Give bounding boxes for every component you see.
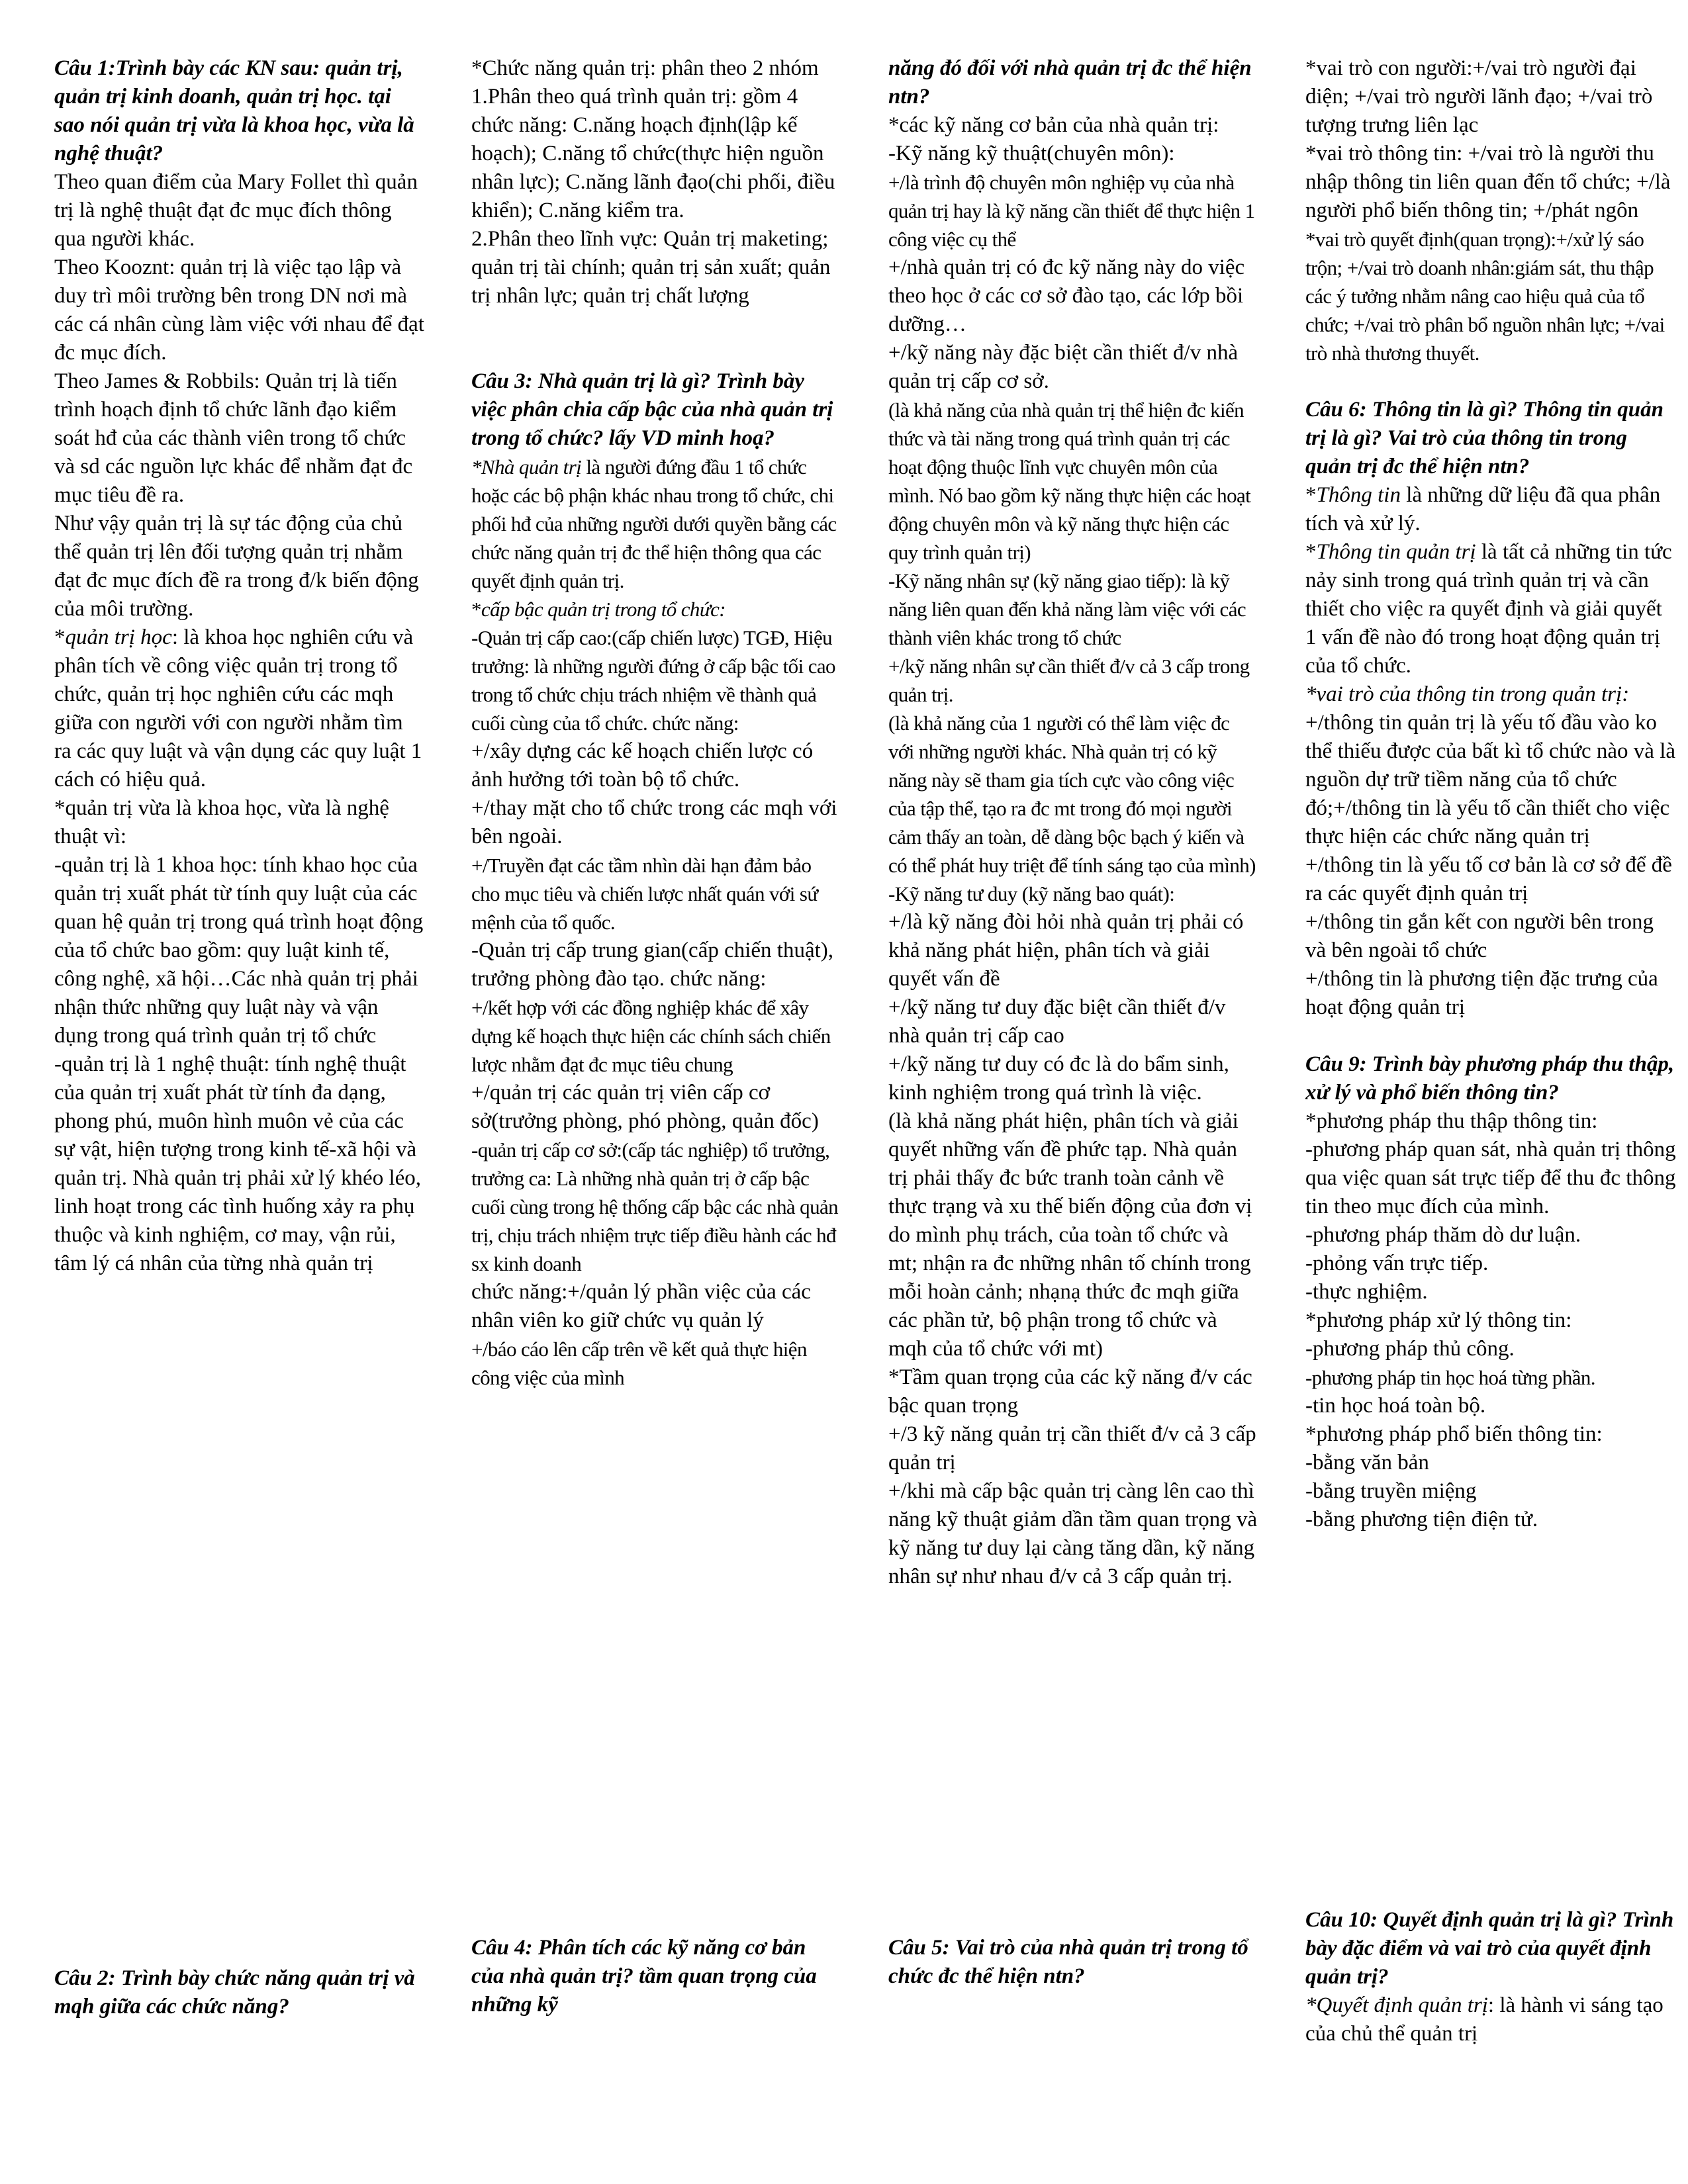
paragraph: *Tầm quan trọng của các kỹ năng đ/v các bậc quan trọng	[888, 1365, 1252, 1418]
paragraph: *vai trò con người:+/vai trò người đại diện; +/vai trò người lãnh đạo; +/vai trò tượng trưng liên lạc	[1305, 56, 1653, 137]
paragraph: -phỏng vấn trực tiếp.	[1305, 1251, 1489, 1275]
paragraph: +/3 kỹ năng quản trị cần thiết đ/v cả 3 cấp quản trị	[888, 1422, 1256, 1475]
paragraph: +/quản trị các quản trị viên cấp cơ sở(trưởng phòng, phó phòng, quản đốc)	[471, 1081, 819, 1133]
spacer	[1305, 1022, 1676, 1050]
paragraph: Theo Kooznt: quản trị là việc tạo lập và duy trì môi trường bên trong DN nơi mà các cá nhân cùng làm việc với nhau để đạt đc mục đích.	[54, 255, 424, 365]
bullet-prefix: *	[1305, 540, 1317, 564]
column-1	[54, 54, 425, 2132]
question-1-heading: Câu 1:Trình bày các KN sau: quản trị, quản trị kinh doanh, quản trị học. tại sao nói quản trị vừa là khoa học, vừa là nghệ thuật?	[54, 56, 414, 165]
question-9-heading: Câu 9: Trình bày phương pháp thu thập, xử lý và phổ biến thông tin?	[1305, 1052, 1675, 1105]
bullet-prefix: *	[54, 625, 66, 649]
paragraph: chức năng:+/quản lý phần việc của các nhân viên ko giữ chức vụ quản lý	[471, 1280, 811, 1332]
term: Thông tin quản trị	[1316, 540, 1476, 564]
paragraph: -quản trị cấp cơ sở:(cấp tác nghiệp) tổ trưởng, trưởng ca: Là những nhà quản trị ở cấp bậc cuối cùng trong hệ thống cấp bậc các nhà quản trị, chịu trách nhiệm trực tiếp điều hành các hđ sx kinh doanh	[471, 1138, 839, 1275]
paragraph: +/nhà quản trị có đc kỹ năng này do việc theo học ở các cơ sở đào tạo, các lớp bồi dưỡng…	[888, 255, 1245, 336]
paragraph: -quản trị là 1 nghệ thuật: tính nghệ thuật của quản trị xuất phát từ tính đa dạng, phong phú, muôn hình muôn vẻ của các sự vật, hiện tượng trong kinh tế-xã hội và quản trị. Nhà quản trị phải xử lý khéo léo, linh hoạt trong các tình huống xảy ra phụ thuộc và kinh nghiệm, cơ may, vận rủi, tâm lý cá nhân của từng nhà quản trị	[54, 1052, 422, 1275]
paragraph: Như vậy quản trị là sự tác động của chủ thể quản trị lên đối tượng quản trị nhằm đạt đc mục đích đề ra trong đ/k biến động của môi trường.	[54, 512, 419, 621]
question-2-heading: Câu 2: Trình bày chức năng quản trị và mqh giữa các chức năng?	[54, 1966, 415, 2019]
paragraph: +/xây dựng các kế hoạch chiến lược có ảnh hưởng tới toàn bộ tổ chức.	[471, 739, 814, 792]
paragraph: -quản trị là 1 khoa học: tính khao học của quản trị xuất phát từ tính quy luật của các quan hệ quản trị trong quá trình hoạt động của tổ chức bao gồm: quy luật kinh tế, công nghệ, xã hội…Các nhà quản trị phải nhận thức những quy luật này và vận dụng trong quá trình quản trị tổ chức	[54, 853, 424, 1048]
paragraph: +/kỹ năng tư duy có đc là do bẩm sinh, kinh nghiệm trong quá trình là việc.	[888, 1052, 1229, 1105]
column-3	[888, 54, 1259, 2132]
text: : là hành vi sáng tạo của chủ thể quản trị	[1305, 1993, 1664, 2046]
paragraph: +/thông tin gắn kết con người bên trong và bên ngoài tổ chức	[1305, 910, 1654, 962]
paragraph: +/khi mà cấp bậc quản trị càng lên cao thì năng kỹ thuật giảm dần tầm quan trọng và kỹ năng tư duy lại càng tăng dần, kỹ năng nhân sự như nhau đ/v cả 3 cấp quản trị.	[888, 1479, 1258, 1588]
paragraph: -tin học hoá toàn bộ.	[1305, 1394, 1486, 1418]
term: cấp bậc quản trị trong tổ chức:	[481, 598, 726, 621]
paragraph: (là khả năng phát hiện, phân tích và giải quyết những vấn đề phức tạp. Nhà quản trị phải thấy đc bức tranh toàn cảnh về thực trạng và xu thế biến động của đơn vị do mình phụ trách, của toàn tổ chức và mt; nhận ra đc những nhân tố chính trong mỗi hoàn cảnh; nhạnạ thức đc mqh giữa các phần tử, bộ phận trong tổ chức và mqh của tổ chức với mt)	[888, 1109, 1252, 1361]
question-10-heading: Câu 10: Quyết định quản trị là gì? Trình bày đặc điểm và vai trò của quyết định quản trị?	[1305, 1908, 1674, 1989]
paragraph: -phương pháp thăm dò dư luận.	[1305, 1223, 1581, 1247]
paragraph: -thực nghiệm.	[1305, 1280, 1428, 1304]
term: *Quyết định quản trị	[1305, 1993, 1488, 2017]
paragraph: +/kỹ năng nhân sự cần thiết đ/v cả 3 cấp trong quản trị.	[888, 655, 1250, 706]
question-5-heading: Câu 5: Vai trò của nhà quản trị trong tổ chức đc thể hiện ntn?	[888, 1936, 1248, 1988]
paragraph: -Kỹ năng kỹ thuật(chuyên môn):	[888, 142, 1175, 165]
paragraph: +/báo cáo lên cấp trên về kết quả thực hiện công việc của mình	[471, 1338, 807, 1389]
paragraph: *phương pháp phổ biến thông tin:	[1305, 1422, 1603, 1446]
paragraph: *phương pháp xử lý thông tin:	[1305, 1308, 1572, 1332]
question-4-heading-continued: năng đó đối với nhà quản trị đc thể hiện ntn?	[888, 56, 1252, 109]
paragraph: *phương pháp thu thập thông tin:	[1305, 1109, 1598, 1133]
paragraph: 2.Phân theo lĩnh vực: Quản trị maketing; quản trị tài chính; quản trị sản xuất; quản trị nhân lực; quản trị chất lượng	[471, 227, 831, 308]
spacer	[471, 310, 842, 367]
paragraph: +/thông tin là phương tiện đặc trưng của hoạt động quản trị	[1305, 967, 1658, 1019]
paragraph: -Quản trị cấp trung gian(cấp chiến thuật), trưởng phòng đào tạo. chức năng:	[471, 938, 834, 991]
paragraph: -Quản trị cấp cao:(cấp chiến lược) TGĐ, Hiệu trưởng: là những người đứng ở cấp bậc tối cao trong tổ chức chịu trách nhiệm về thành quả cuối cùng của tổ chức. chức năng:	[471, 626, 835, 735]
spacer	[1305, 367, 1676, 396]
paragraph	[1305, 481, 1676, 538]
paragraph: +/Truyền đạt các tầm nhìn dài hạn đảm bảo cho mục tiêu và chiến lược nhất quán với sứ mệnh của tổ quốc.	[471, 854, 818, 934]
paragraph	[471, 595, 842, 623]
text: là tất cả những tin tức nảy sinh trong quá trình quản trị và cần thiết cho việc ra quyết định và giải quyết 1 vấn đề nào đó trong hoạt động quản trị của tổ chức.	[1305, 540, 1672, 678]
paragraph: *Chức năng quản trị: phân theo 2 nhóm	[471, 56, 819, 80]
paragraph: 1.Phân theo quá trình quản trị: gồm 4 chức năng: C.năng hoạch định(lập kế hoạch); C.năng tổ chức(thực hiện nguồn nhân lực); C.năng lãnh đạo(chi phối, điều khiển); C.năng kiểm tra.	[471, 85, 835, 222]
paragraph: -phương pháp quan sát, nhà quản trị thông qua việc quan sát trực tiếp để thu đc thông tin theo mục đích của mình.	[1305, 1138, 1676, 1218]
paragraph: *các kỹ năng cơ bản của nhà quản trị:	[888, 113, 1219, 137]
paragraph: (là khả năng của 1 người có thể làm việc đc với những người khác. Nhà quản trị có kỹ năng này sẽ tham gia tích cực vào công việc của tập thể, tạo ra đc mt trong đó mọi người cảm thấy an toàn, dễ dàng bộc bạch ý kiến và có thể phát huy triệt để tính sáng tạo của mình)	[888, 711, 1256, 877]
column-4	[1305, 54, 1676, 2132]
question-10-block	[1305, 1906, 1676, 2048]
paragraph: +/kỹ năng tư duy đặc biệt cần thiết đ/v nhà quản trị cấp cao	[888, 995, 1226, 1048]
question-3-heading: Câu 3: Nhà quản trị là gì? Trình bày việc phân chia cấp bậc của nhà quản trị trong tổ chức? lấy VD minh hoạ?	[471, 369, 833, 450]
paragraph: +/kết hợp với các đồng nghiệp khác để xây dựng kế hoạch thực hiện các chính sách chiến lược nhằm đạt đc mục tiêu chung	[471, 996, 831, 1076]
text: là những dữ liệu đã qua phân tích và xử lý.	[1305, 483, 1661, 535]
question-6-heading: Câu 6: Thông tin là gì? Thông tin quản trị là gì? Vai trò của thông tin trong quản trị đc thể hiện ntn?	[1305, 398, 1664, 478]
paragraph: -bằng truyền miệng	[1305, 1479, 1477, 1503]
paragraph: *quản trị vừa là khoa học, vừa là nghệ thuật vì:	[54, 796, 389, 848]
paragraph: (là khả năng của nhà quản trị thể hiện đc kiến thức và tài năng trong quá trình quản trị các hoạt động thuộc lĩnh vực chuyên môn của mình. Nó bao gồm kỹ năng thực hiện các hoạt động chuyên môn và kỹ năng thực hiện các quy trình quản trị)	[888, 398, 1251, 564]
paragraph: +/thông tin quản trị là yếu tố đầu vào ko thể thiếu được của bất kì tổ chức nào và là nguồn dự trữ tiềm năng của tổ chức đó;+/thông tin là yếu tố cần thiết cho việc thực hiện các chức năng quản trị	[1305, 711, 1676, 848]
paragraph: +/là kỹ năng đòi hỏi nhà quản trị phải có khả năng phát hiện, phân tích và giải quyết vấn đề	[888, 910, 1244, 991]
paragraph: -Kỹ năng nhân sự (kỹ năng giao tiếp): là kỹ năng liên quan đến khả năng làm việc với các thành viên khác trong tổ chức	[888, 569, 1246, 649]
paragraph: -bằng phương tiện điện tử.	[1305, 1508, 1538, 1531]
term: *Nhà quản trị	[471, 455, 582, 478]
paragraph: Theo quan điểm của Mary Follet thì quản trị là nghệ thuật đạt đc mục đích thông qua người khác.	[54, 170, 418, 251]
paragraph	[471, 453, 842, 595]
column-2	[471, 54, 842, 2132]
paragraph	[1305, 538, 1676, 680]
paragraph: +/là trình độ chuyên môn nghiệp vụ của nhà quản trị hay là kỹ năng cần thiết để thực hiện 1 công việc cụ thể	[888, 171, 1255, 251]
paragraph: -bằng văn bản	[1305, 1451, 1429, 1475]
term: *vai trò của thông tin trong quản trị:	[1305, 682, 1630, 706]
paragraph: +/kỹ năng này đặc biệt cần thiết đ/v nhà quản trị cấp cơ sở.	[888, 341, 1239, 393]
paragraph	[54, 623, 425, 794]
bullet-prefix: *	[1305, 483, 1317, 507]
term: Thông tin	[1316, 483, 1401, 507]
question-4-heading: Câu 4: Phân tích các kỹ năng cơ bản của nhà quản trị? tầm quan trọng của những kỹ	[471, 1936, 817, 2017]
text: : là khoa học nghiên cứu và phân tích về công việc quản trị trong tổ chức, quản trị học nghiên cứu các mqh giữa con người với con người nhằm tìm ra các quy luật và vận dụng các quy luật 1 cách có hiệu quả.	[54, 625, 422, 792]
paragraph: -Kỹ năng tư duy (kỹ năng bao quát):	[888, 882, 1175, 905]
paragraph: *vai trò quyết định(quan trọng):+/xử lý sáo trộn; +/vai trò doanh nhân:giám sát, thu thập các ý tưởng nhằm nâng cao hiệu quả của tổ chức; +/vai trò phân bổ nguồn nhân lực; +/vai trò nhà thương thuyết.	[1305, 228, 1665, 365]
term: quản trị học	[65, 625, 172, 649]
paragraph: +/thay mặt cho tổ chức trong các mqh với bên ngoài.	[471, 796, 837, 848]
paragraph: +/thông tin là yếu tố cơ bản là cơ sở để đề ra các quyết định quản trị	[1305, 853, 1672, 905]
paragraph	[1305, 680, 1676, 709]
paragraph	[1305, 1991, 1676, 2048]
paragraph: Theo James & Robbils: Quản trị là tiến trình hoạch định tổ chức lãnh đạo kiểm soát hđ của các thành viên trong tổ chức và sd các nguồn lực khác để nhằm đạt đc mục tiêu đề ra.	[54, 369, 413, 507]
paragraph: -phương pháp thủ công.	[1305, 1337, 1515, 1361]
paragraph: *vai trò thông tin: +/vai trò là người thu nhập thông tin liên quan đến tổ chức; +/là người phổ biến thông tin; +/phát ngôn	[1305, 142, 1671, 222]
text: là người đứng đầu 1 tổ chức hoặc các bộ phận khác nhau trong tổ chức, chi phối hđ của những người dưới quyền bằng các chức năng quản trị đc thể hiện thông qua các quyết định quản trị.	[471, 455, 837, 592]
bullet-prefix: *	[471, 598, 481, 621]
paragraph: -phương pháp tin học hoá từng phần.	[1305, 1366, 1595, 1389]
